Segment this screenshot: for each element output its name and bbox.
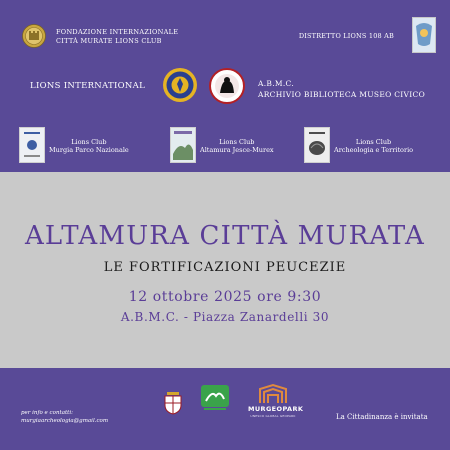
district-label: DISTRETTO LIONS 108 AB (298, 32, 394, 40)
murgeopark-subtitle: UNESCO GLOBAL GEOPARK (250, 414, 296, 418)
murgeopark-name: MURGEOPARK (248, 405, 304, 413)
event-subtitle: LE FORTIFICAZIONI PEUCEZIE (103, 260, 347, 275)
lions-international-logo-icon (162, 67, 198, 103)
club-booklet-image (19, 127, 45, 163)
foundation-seal-icon (22, 24, 46, 48)
club-location: Archeologia e Territorio (334, 146, 414, 154)
foundation-block (22, 24, 212, 50)
foundation-line1: FONDAZIONE INTERNAZIONALE (56, 28, 179, 36)
foundation-name (56, 28, 178, 45)
abmc-header (258, 78, 425, 100)
club-text (334, 138, 413, 154)
club-text (200, 138, 274, 154)
murgeopark-logo (248, 383, 304, 423)
club-name: Lions Club (219, 138, 255, 146)
club-name: Lions Club (355, 138, 392, 146)
event-title: ALTAMURA CITTÀ MURATA (24, 221, 426, 251)
club-text (49, 138, 129, 154)
foundation-line2: CITTÀ MURATE LIONS CLUB (56, 36, 162, 45)
info-email[interactable]: murgiaarcheologia@gmail.com (21, 418, 109, 424)
club-booklet-image (304, 127, 330, 163)
event-band (0, 172, 450, 368)
abmc-title: A.B.M.C. (258, 79, 295, 88)
club-item (304, 127, 444, 163)
club-item (170, 127, 290, 163)
club-booklet-image (170, 127, 196, 163)
park-logo-icon (200, 384, 230, 412)
club-location: Altamura Jesce-Murex (200, 146, 274, 154)
event-place: A.B.M.C. - Piazza Zanardelli 30 (120, 310, 330, 324)
event-date: 12 ottobre 2025 ore 9:30 (128, 289, 322, 305)
club-name: Lions Club (71, 138, 107, 146)
club-location: Murgia Parco Nazionale (49, 146, 129, 154)
lions-international-label: LIONS INTERNATIONAL (30, 81, 146, 91)
city-crest-icon (162, 389, 184, 415)
abmc-subtitle: ARCHIVIO BIBLIOTECA MUSEO CIVICO (258, 90, 426, 99)
club-emblem-icon (209, 68, 245, 104)
info-label: per info e contatti: (21, 410, 74, 416)
district-booklet-image (412, 17, 436, 53)
club-item (19, 127, 164, 163)
invitation-text: La Cittadinanza è invitata (336, 413, 428, 421)
murgeopark-icon (248, 383, 298, 405)
